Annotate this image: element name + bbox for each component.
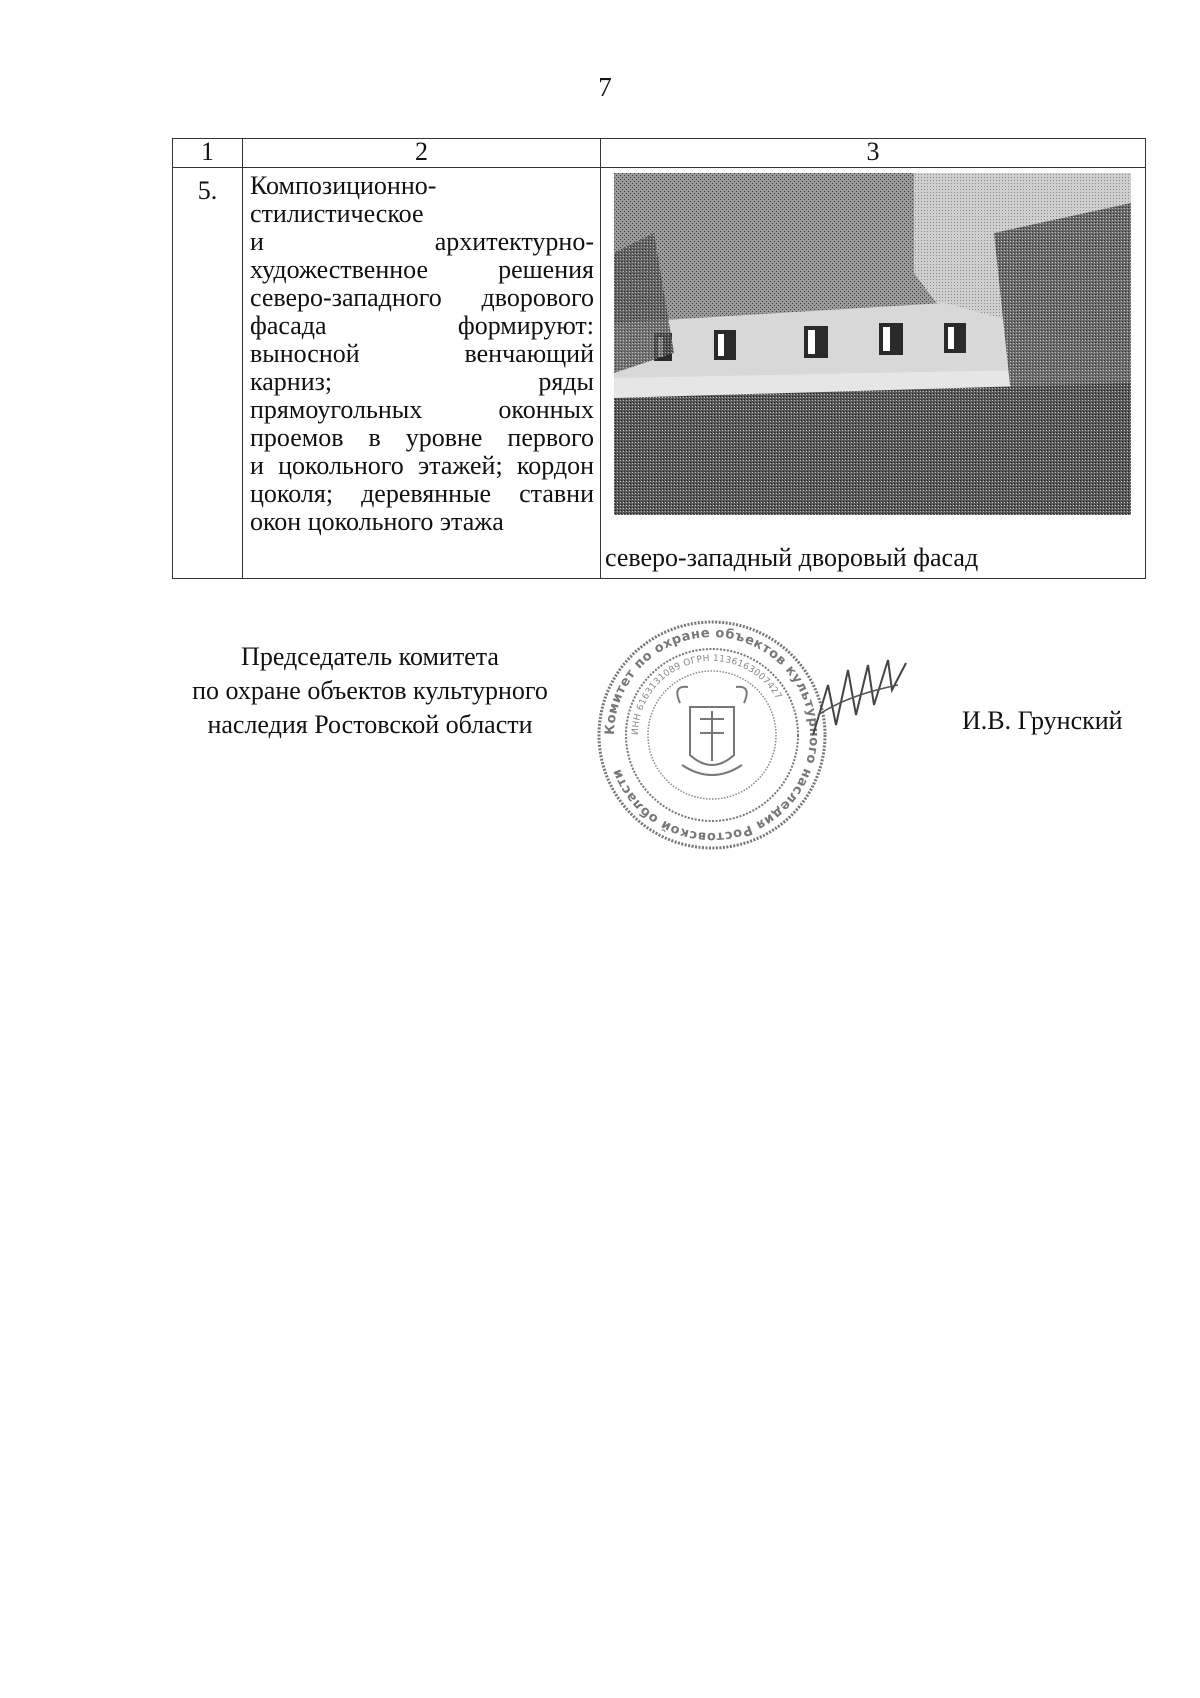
- description-line: карниз; ряды: [250, 367, 594, 396]
- signatory-position: [160, 640, 580, 742]
- handwritten-signature: [808, 655, 908, 745]
- description-line: и цокольного этажей; кордон: [250, 451, 594, 480]
- table-header-row: [173, 139, 1146, 168]
- description-line: Композиционно-: [250, 171, 437, 200]
- official-seal: [592, 615, 832, 855]
- position-line: Председатель комитета: [241, 642, 499, 671]
- description-line: художественное решения: [250, 255, 594, 284]
- description-line: прямоугольных оконных: [250, 395, 594, 424]
- heritage-table: [172, 138, 1146, 579]
- page-number: 7: [598, 72, 612, 102]
- description-line: окон цокольного этажа: [250, 507, 504, 536]
- position-line: по охране объектов культурного: [192, 676, 548, 705]
- description-line: выносной венчающий: [250, 339, 594, 368]
- header-col-1: 1: [173, 139, 243, 168]
- header-col-2: 2: [243, 139, 601, 168]
- position-line: наследия Ростовской области: [207, 710, 533, 739]
- row-description: [243, 168, 601, 579]
- table-row: [173, 168, 1146, 579]
- signer-name: И.В. Грунский: [962, 706, 1123, 735]
- description-line: проемов в уровне первого: [250, 423, 594, 452]
- photo-cell: [601, 168, 1146, 579]
- svg-text:ИНН 6163131089 ОГРН 1136163007: ИНН 6163131089 ОГРН 1136163007427: [630, 653, 784, 736]
- description-line: цоколя; деревянные ставни: [250, 479, 594, 508]
- facade-photo: [614, 173, 1131, 515]
- description-line: фасада формируют:: [250, 311, 594, 340]
- description-line: северо-западного дворового: [250, 283, 594, 312]
- description-line: и архитектурно-: [250, 227, 594, 256]
- photo-caption: северо-западный дворовый фасад: [605, 543, 979, 572]
- svg-text:Комитет по охране объектов кул: Комитет по охране объектов культурного наследия Ростовской области: [602, 625, 822, 845]
- row-number: 5.: [173, 168, 243, 579]
- header-col-3: 3: [601, 139, 1146, 168]
- description-line: стилистическое: [250, 199, 424, 228]
